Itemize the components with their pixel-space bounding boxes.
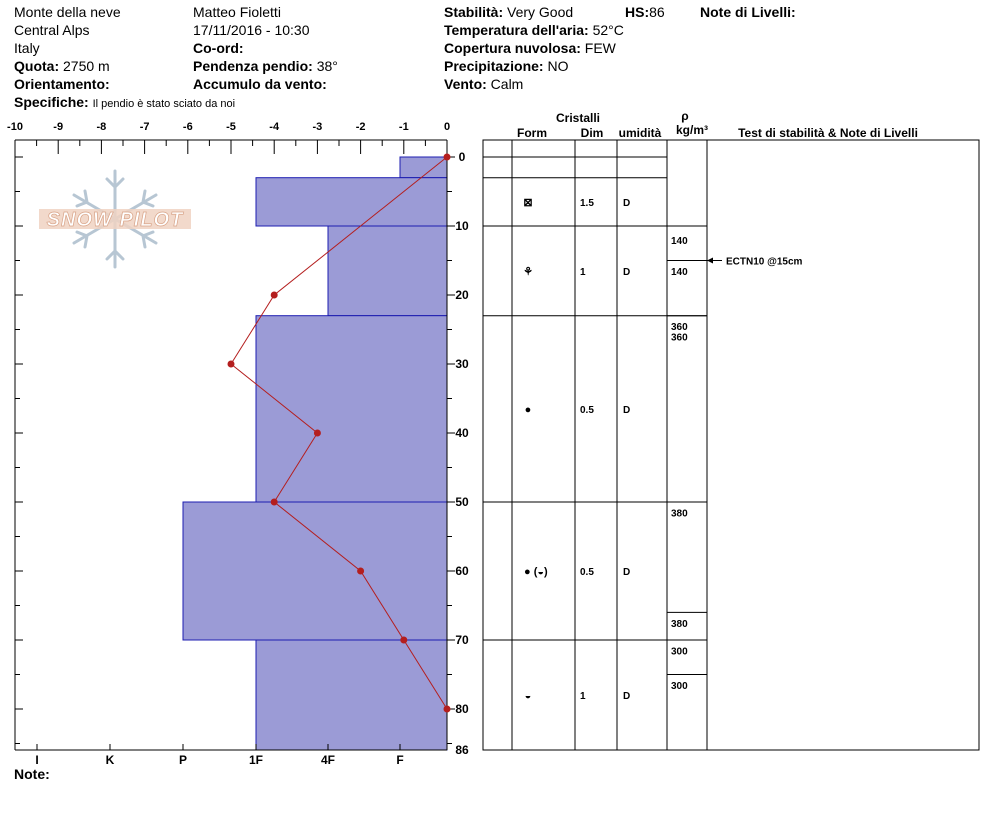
density-header-rho: ρ bbox=[681, 109, 689, 123]
wind-loading-label: Accumulo da vento: bbox=[193, 76, 327, 92]
slope-value: 38° bbox=[316, 58, 338, 74]
temperature-tick-label: -5 bbox=[226, 121, 236, 133]
depth-tick-label: 20 bbox=[455, 288, 469, 302]
temperature-tick-label: -6 bbox=[182, 121, 193, 133]
crystal-size: 1 bbox=[580, 266, 586, 278]
wind-label: Vento: bbox=[444, 76, 487, 92]
elevation-label: Quota: bbox=[14, 58, 60, 74]
hardness-bar bbox=[400, 157, 447, 178]
temperature-point bbox=[228, 361, 235, 368]
tests-header: Test di stabilità & Note di Livelli bbox=[738, 126, 918, 140]
elevation-value: 2750 m bbox=[63, 58, 110, 74]
hardness-bar bbox=[183, 502, 447, 640]
size-header: Dim bbox=[580, 126, 604, 140]
hardness-bar bbox=[328, 226, 447, 316]
depth-tick-label: 10 bbox=[455, 219, 469, 233]
depth-tick-label: 50 bbox=[455, 495, 469, 509]
hardness-tick-label: 4F bbox=[320, 753, 336, 767]
crystal-form: ⚘ bbox=[523, 265, 533, 278]
layer-notes-label: Note di Livelli: bbox=[700, 4, 796, 20]
temperature-tick-label: -9 bbox=[53, 121, 64, 133]
density-value: 380 bbox=[671, 508, 688, 520]
precip-label: Precipitazione: bbox=[444, 58, 544, 74]
density-value: 360 bbox=[671, 332, 688, 344]
snowpilot-logo bbox=[39, 171, 191, 267]
temperature-point bbox=[314, 430, 321, 437]
density-value: 380 bbox=[671, 618, 688, 630]
hs-label: HS: bbox=[625, 4, 650, 20]
air-temp-label: Temperatura dell'aria: bbox=[444, 22, 589, 38]
temperature-tick-label: 0 bbox=[443, 121, 451, 133]
table-border bbox=[483, 140, 979, 750]
crystal-form: ⊠ bbox=[523, 196, 533, 209]
temperature-tick-label: -4 bbox=[269, 121, 280, 133]
density-value: 300 bbox=[671, 680, 688, 692]
density-value: 300 bbox=[671, 646, 688, 658]
hardness-tick-label: K bbox=[105, 753, 115, 767]
density-value: 140 bbox=[671, 235, 688, 247]
wind-value: Calm bbox=[490, 76, 524, 92]
temperature-point bbox=[271, 292, 278, 299]
form-header: Form bbox=[517, 126, 547, 140]
depth-tick-label: 0 bbox=[458, 150, 466, 164]
density-header-unit: kg/m³ bbox=[675, 123, 709, 137]
depth-tick-label: 40 bbox=[455, 426, 469, 440]
test-pointer-arrow bbox=[707, 258, 713, 264]
moisture-value: D bbox=[623, 691, 631, 702]
logo-text: SNOW PILOT bbox=[46, 209, 184, 231]
hardness-tick-label: 1F bbox=[248, 753, 264, 767]
crystal-size: 1 bbox=[580, 691, 586, 702]
temperature-tick-label: -7 bbox=[139, 121, 150, 133]
temperature-point bbox=[271, 499, 278, 506]
hardness-tick-label: F bbox=[396, 753, 404, 767]
moisture-header: umidità bbox=[618, 126, 662, 140]
crystal-size: 0.5 bbox=[580, 404, 594, 416]
temperature-point bbox=[444, 706, 451, 713]
temperature-tick-label: -3 bbox=[312, 121, 323, 133]
crystal-size: 0.5 bbox=[580, 567, 594, 578]
hardness-tick-label: P bbox=[178, 753, 188, 767]
crystal-form: ◒ bbox=[524, 690, 532, 702]
observer-name: Matteo Fioletti bbox=[193, 4, 281, 20]
density-value: 360 bbox=[671, 322, 688, 334]
hardness-tick-label: I bbox=[35, 753, 39, 767]
density-value: 140 bbox=[671, 266, 688, 278]
depth-tick-label: 80 bbox=[455, 702, 469, 716]
temperature-tick-label: -1 bbox=[398, 121, 409, 133]
specifics-value: Il pendio è stato sciato da noi bbox=[92, 98, 236, 110]
hardness-bar bbox=[256, 316, 447, 502]
crystal-form: ● bbox=[524, 403, 532, 416]
crystal-form: ● (◒) bbox=[524, 566, 548, 578]
specifics-label: Specifiche: bbox=[14, 94, 89, 110]
moisture-value: D bbox=[623, 197, 631, 209]
moisture-value: D bbox=[623, 404, 631, 416]
region-name: Central Alps bbox=[14, 22, 90, 38]
hardness-bar bbox=[256, 640, 447, 750]
sky-label: Copertura nuvolosa: bbox=[444, 40, 581, 56]
temperature-tick-label: -10 bbox=[7, 121, 23, 133]
slope-label: Pendenza pendio: bbox=[193, 58, 313, 74]
location-name: Monte della neve bbox=[14, 4, 121, 20]
stability-value: Very Good bbox=[507, 4, 574, 20]
depth-tick-label: 70 bbox=[455, 633, 469, 647]
observation-datetime: 17/11/2016 - 10:30 bbox=[193, 22, 310, 38]
coord-label: Co-ord: bbox=[193, 40, 244, 56]
temperature-tick-label: -2 bbox=[355, 121, 366, 133]
temperature-point bbox=[400, 637, 407, 644]
moisture-value: D bbox=[623, 567, 631, 578]
air-temp-value: 52°C bbox=[592, 22, 624, 38]
precip-value: NO bbox=[547, 58, 569, 74]
depth-tick-label: 60 bbox=[455, 564, 469, 578]
depth-tick-label: 86 bbox=[455, 743, 469, 757]
notes-label: Note: bbox=[14, 766, 50, 782]
stability-test-note: ECTN10 @15cm bbox=[726, 256, 803, 268]
aspect-label: Orientamento: bbox=[14, 76, 110, 92]
temperature-point bbox=[444, 154, 451, 161]
sky-value: FEW bbox=[584, 40, 616, 56]
hs-value: 86 bbox=[649, 4, 665, 20]
crystals-header: Cristalli bbox=[555, 111, 601, 125]
moisture-value: D bbox=[623, 266, 631, 278]
temperature-tick-label: -8 bbox=[96, 121, 107, 133]
country-name: Italy bbox=[14, 40, 40, 56]
depth-tick-label: 30 bbox=[455, 357, 469, 371]
hardness-bar bbox=[256, 178, 447, 226]
stability-label: Stabilità: bbox=[444, 4, 504, 20]
temperature-point bbox=[357, 568, 364, 575]
crystal-size: 1.5 bbox=[580, 197, 594, 209]
